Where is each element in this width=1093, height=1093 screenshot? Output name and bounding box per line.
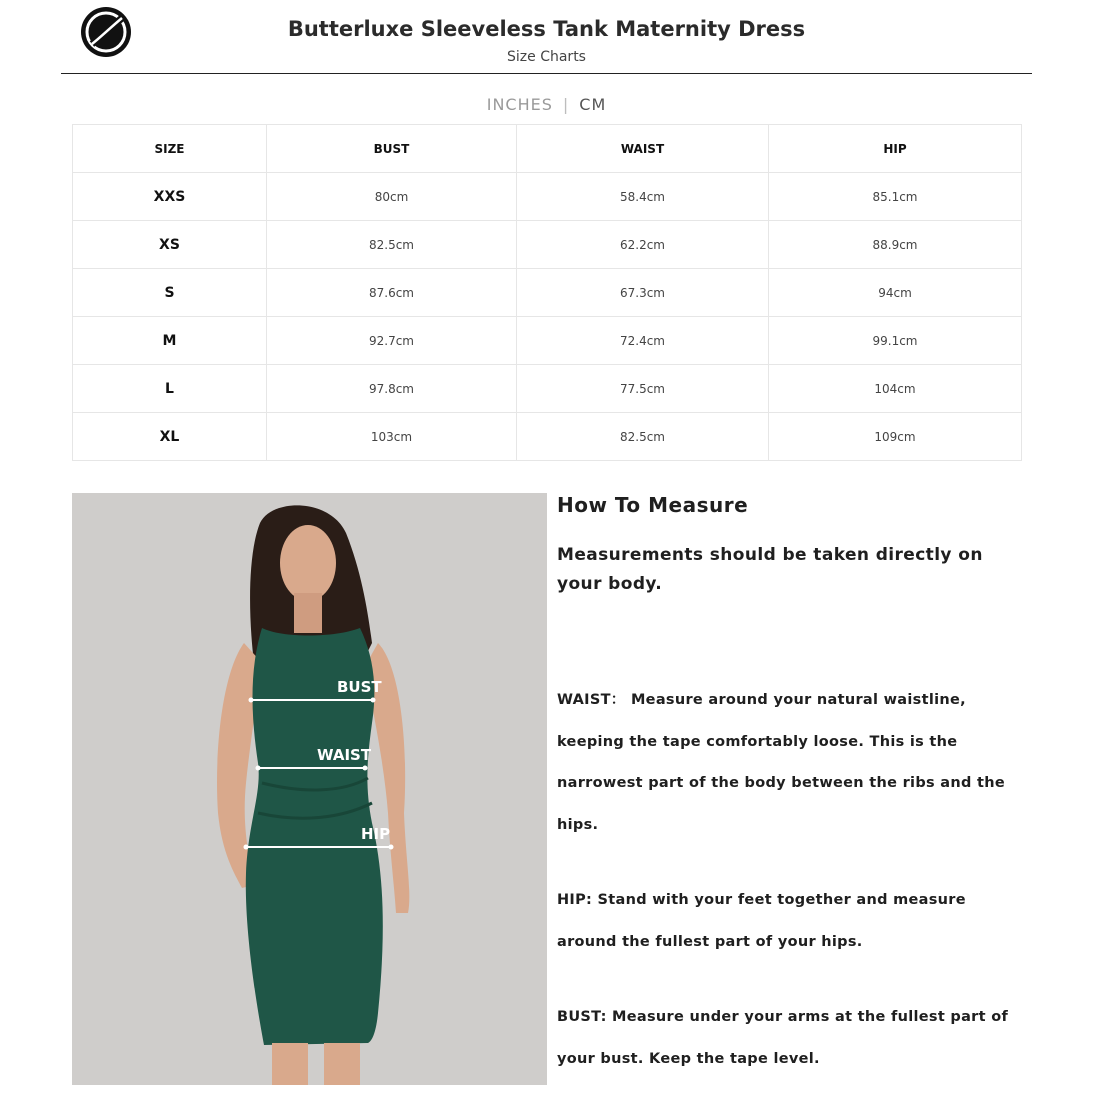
bust-cell: 80cm <box>267 173 517 221</box>
model-measurement-figure <box>72 493 547 1085</box>
page-subtitle: Size Charts <box>507 49 586 65</box>
how-to-measure-heading: How To Measure <box>557 493 749 517</box>
column-header-waist: WAIST <box>517 125 769 173</box>
model-illustration <box>72 493 547 1085</box>
unit-inches-toggle[interactable]: INCHES <box>486 95 553 114</box>
hip-cell: 104cm <box>769 365 1022 413</box>
table-row <box>73 221 1022 269</box>
table-row <box>73 317 1022 365</box>
size-cell: XL <box>73 413 267 461</box>
bust-cell: 97.8cm <box>267 365 517 413</box>
waist-cell: 82.5cm <box>517 413 769 461</box>
size-cell: S <box>73 269 267 317</box>
waist-cell: 77.5cm <box>517 365 769 413</box>
unit-cm-toggle[interactable]: CM <box>579 95 607 114</box>
hip-instruction <box>557 880 1027 963</box>
bust-cell: 92.7cm <box>267 317 517 365</box>
hip-cell: 109cm <box>769 413 1022 461</box>
table-row <box>73 173 1022 221</box>
waist-cell: 67.3cm <box>517 269 769 317</box>
page-title: Butterluxe Sleeveless Tank Maternity Dress <box>287 17 806 41</box>
size-cell: L <box>73 365 267 413</box>
waist-cell: 58.4cm <box>517 173 769 221</box>
unit-separator: | <box>562 95 570 114</box>
bust-cell: 82.5cm <box>267 221 517 269</box>
column-header-hip: HIP <box>769 125 1022 173</box>
bust-cell: 87.6cm <box>267 269 517 317</box>
hip-instruction-label: HIP: <box>557 892 593 908</box>
measure-intro: Measurements should be taken directly on your body. <box>557 545 983 594</box>
unit-switcher <box>0 95 1093 114</box>
size-cell: XS <box>73 221 267 269</box>
waist-instruction-text: Measure around your natural waistline, keeping the tape comfortably loose. This is the narrowest part of the body between the ribs and the hips. <box>557 692 1005 833</box>
header-divider <box>61 73 1032 74</box>
waist-instruction-label: WAIST： <box>557 692 626 708</box>
table-row <box>73 413 1022 461</box>
table-row <box>73 365 1022 413</box>
size-cell: M <box>73 317 267 365</box>
column-header-size: SIZE <box>73 125 267 173</box>
figure-label-hip: HIP <box>361 825 391 843</box>
waist-cell: 62.2cm <box>517 221 769 269</box>
table-header-row <box>73 125 1022 173</box>
table-row <box>73 269 1022 317</box>
figure-label-waist: WAIST <box>317 746 372 764</box>
bust-instruction-text: Measure under your arms at the fullest part of your bust. Keep the tape level. <box>557 1009 1009 1067</box>
size-cell: XXS <box>73 173 267 221</box>
column-header-bust: BUST <box>267 125 517 173</box>
bust-cell: 103cm <box>267 413 517 461</box>
figure-label-bust: BUST <box>337 678 382 696</box>
hip-cell: 85.1cm <box>769 173 1022 221</box>
size-chart-table <box>72 124 1022 461</box>
hip-instruction-text: Stand with your feet together and measure around the fullest part of your hips. <box>557 892 966 950</box>
hip-cell: 99.1cm <box>769 317 1022 365</box>
hip-cell: 88.9cm <box>769 221 1022 269</box>
hip-cell: 94cm <box>769 269 1022 317</box>
waist-cell: 72.4cm <box>517 317 769 365</box>
bust-instruction-label: BUST: <box>557 1009 607 1025</box>
waist-instruction <box>557 680 1027 846</box>
bust-instruction <box>557 997 1027 1080</box>
